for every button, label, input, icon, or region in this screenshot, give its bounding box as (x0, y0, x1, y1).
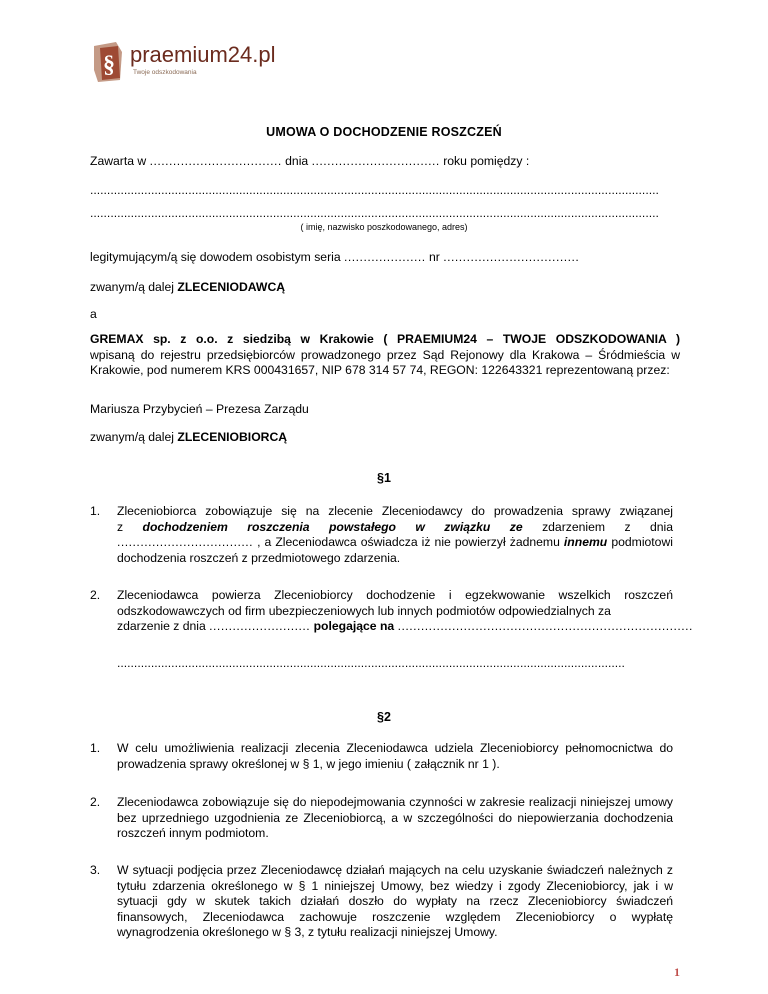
concluded-line (90, 154, 680, 169)
called-client-line (90, 280, 680, 295)
document-title: UMOWA O DOCHODZENIE ROSZCZEŃ (266, 125, 502, 139)
item-1-text: zdarzeniem z dnia (542, 519, 674, 534)
event-date-blank: ................................... (117, 535, 254, 550)
contractor-role: ZLECENIOBIORCĄ (177, 430, 288, 444)
id-line (90, 250, 680, 265)
dot-line-2: ........................................................................................................................................................................ (90, 206, 659, 220)
section-2-heading: §2 (377, 710, 391, 724)
description-blank: ............................................................................ (397, 619, 693, 634)
date-blank: ................................. (311, 154, 440, 168)
item-text: Zleceniodawca zobowiązuje się do niepodejmowania czynności w zakresie realizacji niniejszej umowy bez uprzedniego uzgodnienia ze Zleceniobiorcą, a w szczególności do niepowierzania dochodzenia roszczeń innym podmiotom. (117, 795, 673, 841)
section-1-heading: §1 (377, 471, 391, 485)
item-1-emphasis: innemu (563, 535, 608, 550)
id-number-label: nr (429, 250, 440, 264)
item-2-text: polegające na (313, 619, 395, 634)
item-2-text: Zleceniodawca powierza Zleceniobiorcy dochodzenie i egzekwowanie wszelkich roszczeń odszkodowawczych od firm ubezpieczeniowych lub innych podmiotów odpowiedzialnych za (117, 588, 673, 618)
item-number: 1. (90, 741, 101, 755)
place-blank: .................................. (149, 154, 282, 168)
section-2-item-2 (90, 795, 680, 843)
item-1-line-c (117, 535, 673, 551)
item-number: 1. (90, 504, 101, 518)
dot-line-caption: ( imię, nazwisko poszkodowanego, adres) (300, 222, 468, 232)
conjunction-and: a (90, 307, 97, 321)
item-1-line-b (117, 520, 673, 536)
item-1-text: , a Zleceniodawca oświadcza iż nie powierzył żadnemu (257, 535, 560, 550)
item-number: 2. (90, 795, 101, 809)
item-2-text: zdarzenie z dnia (117, 619, 206, 634)
section-2-item-1 (90, 741, 680, 775)
called-contractor-text: zwanym/ą dalej (90, 430, 174, 444)
item-text: W sytuacji podjęcia przez Zleceniodawcę działań mających na celu uzyskanie świadczeń należnych z tytułu zdarzenia określonego w § 1 niniejszej Umowy, bez wiedzy i zgody Zleceniobiorcy, jak i w sytuacji gdy w skutek takich działań doszło do wypłaty na rzecz Zleceniobiorcy świadczeń finansowych, Zleceniodawca zachowuje roszczenie względem Zleceniobiorcy o wypłatę wynagrodzenia określonego w § 3, z tytułu realizacji niniejszej Umowy. (117, 863, 673, 940)
called-contractor-line (90, 430, 680, 445)
section-1-item-2 (90, 588, 693, 638)
id-line-prefix: legitymującym/ą się dowodem osobistym seria (90, 250, 341, 264)
company-details: wpisaną do rejestru przedsiębiorców prowadzonego przez Sąd Rejonowy dla Krakowa – Śródmieścia w Krakowie, pod numerem KRS 000431657, NIP 678 314 57 74, REGON: 122643321 reprezentowaną przez: (90, 347, 680, 378)
called-client-text: zwanym/ą dalej (90, 280, 174, 294)
item-1-text: z (117, 519, 124, 534)
dot-line-1: ........................................................................................................................................................................ (90, 183, 659, 197)
section-2-item-3 (90, 863, 680, 945)
item-1-text: podmiotowi (611, 535, 673, 550)
item-text: W celu umożliwienia realizacji zlecenia Zleceniodawca udziela Zleceniobiorcy pełnomocnictwa do prowadzenia sprawy określonej w § 1, w jego imieniu ( załącznik nr 1 ). (117, 741, 673, 771)
event-date-blank: .......................... (209, 619, 311, 634)
concluded-suffix: roku pomiędzy : (443, 154, 530, 168)
concluded-date-label: dnia (285, 154, 309, 168)
logo-name: praemium24.pl (130, 42, 276, 67)
item-1-emphasis: dochodzeniem roszczenia powstałego w związku ze (142, 519, 523, 534)
svg-text:§: § (103, 52, 115, 78)
item-1-line-a: Zleceniobiorca zobowiązuje się na zlecenie Zleceniodawcy do prowadzenia sprawy związanej (117, 504, 673, 518)
company-name: GREMAX sp. z o.o. z siedzibą w Krakowie ( PRAEMIUM24 – TWOJE ODSZKODOWANIA ) (90, 332, 680, 346)
company-logo (90, 40, 276, 84)
logo-emblem-icon (90, 40, 126, 84)
id-series-blank: ..................... (344, 250, 426, 264)
item-number: 2. (90, 588, 101, 602)
logo-tagline: Twoje odszkodowania (133, 69, 197, 76)
description-dot-line: ...................................................................................................................................................... (117, 656, 625, 670)
section-1-item-1 (90, 504, 680, 568)
company-block (90, 332, 680, 379)
concluded-prefix: Zawarta w (90, 154, 147, 168)
item-1-line-d: dochodzenia roszczeń z przedmiotowego zdarzenia. (117, 550, 401, 565)
representative: Mariusza Przybycień – Prezesa Zarządu (90, 402, 309, 416)
item-2-last-line (117, 619, 693, 635)
id-number-blank: ................................... (443, 250, 580, 264)
item-number: 3. (90, 863, 101, 877)
client-role: ZLECENIODAWCĄ (177, 280, 286, 294)
page-number: 1 (674, 965, 680, 979)
